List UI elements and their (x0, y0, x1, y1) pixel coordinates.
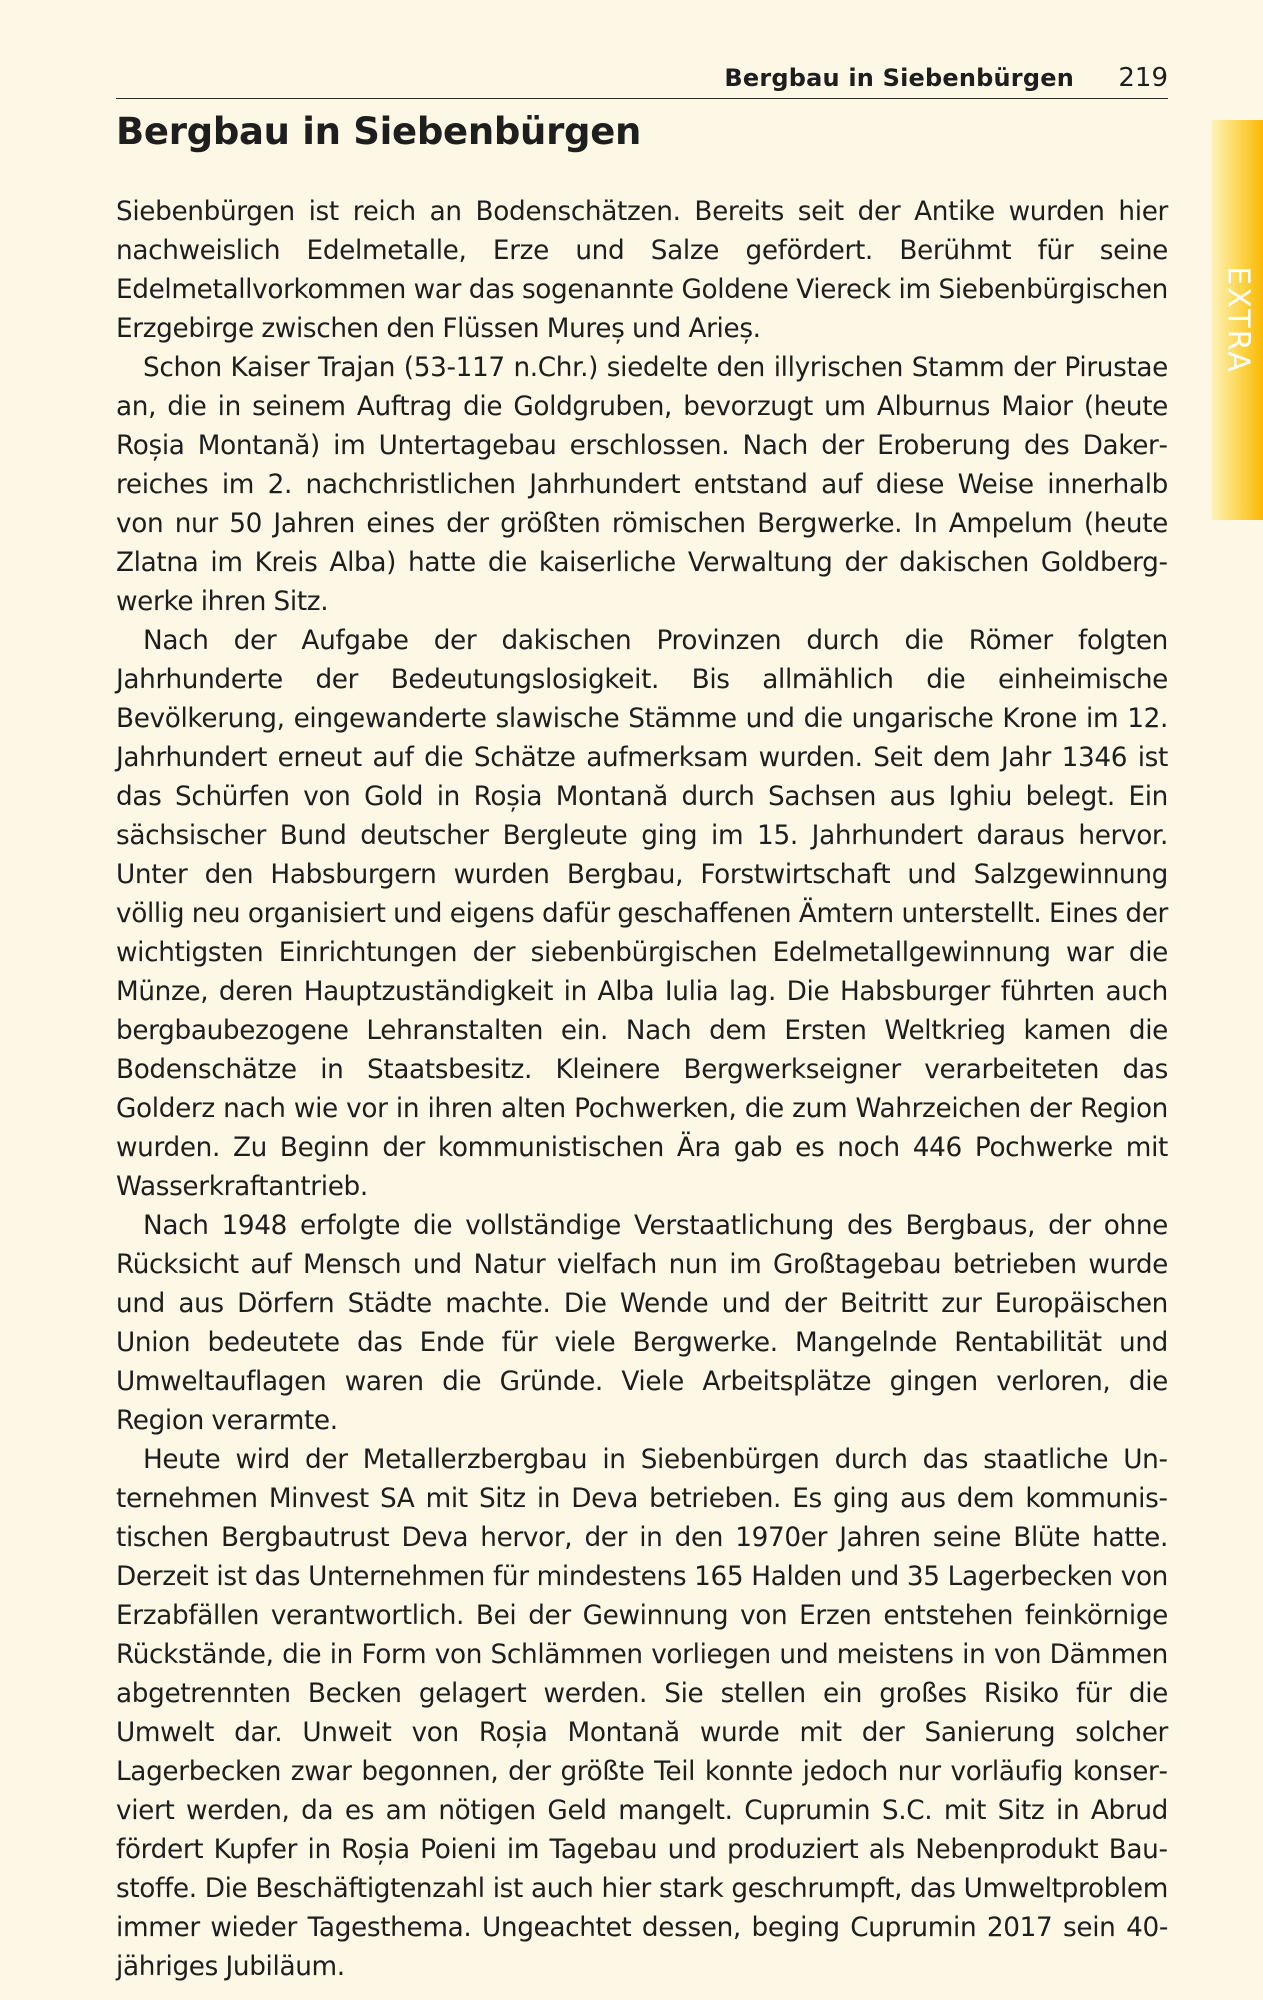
paragraph: Schon Kaiser Trajan (53-117 n.Chr.) siedelte den illyrischen Stamm der Pirustae an, die in seinem Auftrag die Goldgruben, bevorzugt um Alburnus Maior (heute Roșia Montană) im Untertagebau erschlossen. Nach der Eroberung des Dakerreiches im 2. nachchristlichen Jahrhundert entstand auf diese Weise innerhalb von nur 50 Jahren eines der größten römischen Bergwerke. In Ampelum (heute Zlatna im Kreis Alba) hatte die kaiserliche Verwaltung der dakischen Goldbergwerke ihren Sitz. (116, 353, 1168, 617)
page-number: 219 (1118, 63, 1168, 93)
running-header (116, 58, 1168, 99)
running-header-title: Bergbau in Siebenbürgen (724, 64, 1074, 92)
extra-side-tab (1212, 120, 1263, 520)
paragraph: Nach 1948 erfolgte die vollständige Verstaatlichung des Bergbaus, der ohne Rücksicht auf Mensch und Natur vielfach nun im Großtagebau betrieben wurde und aus Dörfern Städte machte. Die Wende und der Beitritt zur Europäischen Union bedeutete das Ende für viele Bergwerke. Mangelnde Rentabilität und Umweltauflagen waren die Gründe. Viele Arbeitsplätze gingen verloren, die Region verarmte. (116, 1211, 1168, 1436)
body-text (116, 193, 1168, 1987)
paragraph: Siebenbürgen ist reich an Bodenschätzen. Bereits seit der Antike wurden hier nachweislich Edelmetalle, Erze und Salze gefördert. Berühmt für seine Edelmetallvorkommen war das sogenannte Goldene Viereck im Siebenbürgischen Erzgebirge zwischen den Flüssen Mureș und Arieș. (116, 197, 1168, 344)
extra-tab-label: EXTRA (1220, 266, 1255, 374)
paragraph: Heute wird der Metallerzbergbau in Siebenbürgen durch das staatliche Unternehmen Minvest SA mit Sitz in Deva betrieben. Es ging aus dem kommunistischen Bergbautrust Deva hervor, der in den 1970er Jahren seine Blüte hatte. Derzeit ist das Unternehmen für mindestens 165 Halden und 35 Lagerbecken von Erzabfällen verantwortlich. Bei der Gewinnung von Erzen entstehen feinkörnige Rückstände, die in Form von Schlämmen vorliegen und meistens in von Dämmen abgetrennten Becken gelagert werden. Sie stellen ein großes Risiko für die Umwelt dar. Unweit von Roșia Montană wurde mit der Sanierung solcher Lagerbecken zwar begonnen, der größte Teil konnte jedoch nur vorläufig konserviert werden, da es am nötigen Geld mangelt. Cuprumin S.C. mit Sitz in Abrud fördert Kupfer in Roșia Poieni im Tagebau und produziert als Nebenprodukt Baustoffe. Die Beschäftigtenzahl ist auch hier stark geschrumpft, das Umweltproblem immer wieder Tagesthema. Ungeachtet dessen, beging Cuprumin 2017 sein 40-jähriges Jubiläum. (116, 1445, 1168, 1982)
paragraph: Nach der Aufgabe der dakischen Provinzen durch die Römer folgten Jahrhunderte der Bedeutungslosigkeit. Bis allmählich die einheimische Bevölkerung, eingewanderte slawische Stämme und die ungarische Krone im 12. Jahrhundert erneut auf die Schätze aufmerksam wurden. Seit dem Jahr 1346 ist das Schürfen von Gold in Roșia Montană durch Sachsen aus Ighiu belegt. Ein sächsischer Bund deutscher Bergleute ging im 15. Jahrhundert daraus hervor. Unter den Habsburgern wurden Bergbau, Forstwirtschaft und Salzgewinnung völlig neu organisiert und eigens dafür geschaffenen Ämtern unterstellt. Eines der wichtigsten Einrichtungen der siebenbürgischen Edelmetallgewinnung war die Münze, deren Hauptzuständigkeit in Alba Iulia lag. Die Habsburger führten auch bergbaubezogene Lehranstalten ein. Nach dem Ersten Weltkrieg kamen die Bodenschätze in Staatsbesitz. Kleinere Bergwerkseigner verarbeiteten das Golderz nach wie vor in ihren alten Pochwerken, die zum Wahrzeichen der Region wurden. Zu Beginn der kommunistischen Ära gab es noch 446 Pochwerke mit Wasserkraftantrieb. (116, 626, 1168, 1202)
chapter-title: Bergbau in Siebenbürgen (116, 110, 642, 153)
